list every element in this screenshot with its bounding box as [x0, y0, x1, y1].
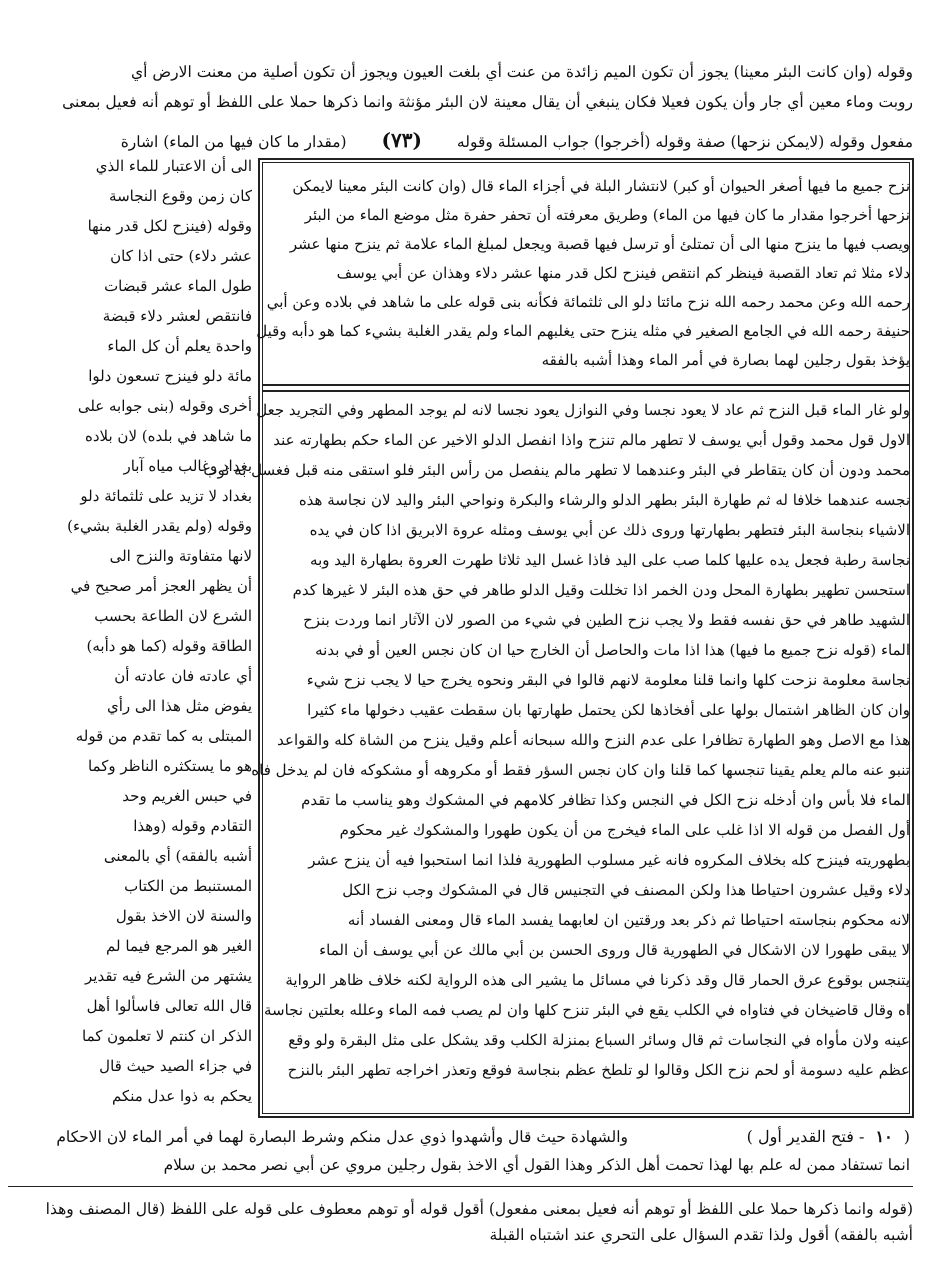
main-line: الشهيد طاهر في حق نفسه فقط ولا يجب نزح الطين في شيء من الصور لان الآثار انما وردت بنزح: [303, 611, 910, 629]
margin-line: مائة دلو فينزح تسعون دلوا: [88, 367, 252, 385]
margin-line: أي عادته فان عادته أن: [114, 667, 252, 685]
bottom-note-1: (قوله وانما ذكرها حملا على اللفظ أو توهم أنه فعيل بمعنى مفعول) أقول قوله أو توهم معطوف على قوله على اللفظ (قال المصنف وهذا: [45, 1200, 913, 1218]
margin-line: وقوله (ولم يقدر الغلبة بشيء): [67, 517, 252, 535]
margin-line: الى أن الاعتبار للماء الذي: [95, 157, 252, 175]
main-line: نجسه عندهما خلافا له ثم طهارة البئر بطهر الدلو والرشاء والبكرة ونواحي البئر واليد لان نجاسة هذه: [298, 491, 910, 509]
bottom-note-2: أشبه بالفقه) أقول ولذا تقدم السؤال على التحري عند اشتباه القبلة: [489, 1226, 913, 1244]
box-line: دلاء مثلا ثم تعاد القصبة فينظر كم انتقص فينزح لكل قدر منها عشر دلاء وهذان عن أبي يوسف: [336, 264, 910, 282]
main-line: نجاسة رطبة فجعل يده عليها كلما صب على اليد فاذا غسل اليد ثلاثا طهرت العروة بطهارة اليد وبه: [310, 551, 910, 569]
margin-line: الطاقة وقوله (كما هو دأبه): [86, 637, 252, 655]
main-line: تنبو عنه مالم يعلم يقينا تنجسها كما قلنا وان كان نجس السؤر فقط أو مكروهه أو مشكوكه فان لم يدخل فاه: [251, 761, 910, 779]
margin-line: قال الله تعالى فاسألوا أهل: [86, 997, 252, 1015]
margin-line: الغير هو المرجع فيما لم: [106, 937, 252, 955]
footer-line-1: والشهادة حيث قال وأشهدوا ذوي عدل منكم وشرط البصارة لهما في أمر الماء لان الاحكام: [56, 1128, 628, 1146]
box-line: يؤخذ بقول رجلين لهما بصارة في أمر الماء وهذا أشبه بالفقه: [541, 351, 910, 369]
box-line: حنيفة رحمه الله في الجامع الصغير في مثله ينزح حتى يغلبهم الماء ولم يقدر الغلبة بشيء كما هو دأبه وقيل: [256, 322, 910, 340]
margin-line: يحكم به ذوا عدل منكم: [111, 1087, 252, 1105]
margin-line: يفوض مثل هذا الى رأي: [107, 697, 252, 715]
footer-line-2: انما تستفاد ممن له علم بها لهذا تحمت أهل الذكر وهذا القول أي الاخذ بقول رجلين مروي عن أبي نصر محمد بن سلام: [163, 1156, 910, 1174]
box-line: ويصب فيها ما ينزح منها الى أن تمتلئ أو ترسل فيها قصبة ويجعل لمبلغ الماء علامة ثم ينزح منها عشر: [289, 235, 910, 253]
marker-close: ): [746, 1127, 753, 1146]
header-line: [120, 127, 913, 153]
margin-line: التقادم وقوله (وهذا: [133, 817, 252, 835]
margin-line: عشر دلاء) حتى اذا كان: [110, 247, 252, 265]
margin-line: لانها متفاوتة والنزح الى: [109, 547, 252, 565]
main-line: عينه ولان مأواه في النجاسات ثم قال وسائر السباع بمنزلة الكلب وقد يشكل على مثل البقرة ولو وقع: [288, 1031, 910, 1049]
main-line: لانه محكوم بنجاسته احتياطا ثم ذكر بعد ورقتين ان لعابهما يفسد الماء قال ومعنى الفساد أنه: [347, 911, 910, 929]
main-line: الاشياء بنجاسة البئر فتطهر بطهارتها وروى ذلك عن أبي يوسف ومثله عروة الابريق اذا كان في يده: [309, 521, 910, 539]
main-line: الماء (قوله نزح جميع ما فيها) هذا اذا مات والحاصل أن الخارج حيا ان كان نجس العين أو في بدنه: [315, 641, 910, 659]
margin-line: والسنة لان الاخذ بقول: [115, 907, 252, 925]
main-line: لا يبقى طهورا لان الاشكال في الطهورية قال وروى الحسن بن أبي مالك عن أبي يوسف أن الماء: [319, 941, 910, 959]
margin-line: كان زمن وقوع النجاسة: [109, 187, 252, 205]
margin-line: هو ما يستكثره الناظر وكما: [87, 757, 252, 775]
box-line: رحمه الله وعن محمد رحمه الله نزح مائتا دلو الى ثلثمائة فكأنه بنى قوله على ما شاهد في بلاده وعن أبي: [266, 293, 910, 311]
marker-open: (: [903, 1127, 910, 1146]
main-line: هذا مع الاصل وهو الطهارة تظافرا على عدم النزح والله سبحانه أعلم وقيل ينزح من الشاة كله والقواعد: [277, 731, 910, 749]
box-line: نزحها أخرجوا مقدار ما كان فيها من الماء) وطريق معرفته أن تحفر حفرة مثل موضع الماء من البئر: [304, 206, 910, 224]
section-divider-2: [262, 390, 910, 392]
page-number: (٧٣): [381, 128, 422, 152]
main-line: وان كان الظاهر اشتمال بولها على أفخاذها لكن يحتمل طهارتها بان سقطت عقيب دخولها ماء كثيرا: [307, 701, 910, 719]
margin-line: أخرى وقوله (بنى جوابه على: [77, 397, 252, 415]
main-line: أول الفصل من قوله الا اذا غلب على الماء فيخرج من أن يكون طهورا والمشكوك غير محكوم: [339, 821, 910, 839]
footnote-rule: [8, 1186, 913, 1187]
box-line: نزح جميع ما فيها أصغر الحيوان أو كبر) لانتشار البلة في أجزاء الماء قال (وان كانت البئر معينا لايمكن: [292, 177, 910, 195]
margin-line: يشتهر من الشرع فيه تقدير: [85, 967, 252, 985]
main-line: اه وقال قاضيخان في فتاواه في الكلب يقع في البئر تنزح كلها وان لم يصب فمه الماء وعلله بعلتين نجاسة: [264, 1001, 910, 1019]
main-line: الاول قول محمد وقول أبي يوسف لا تطهر مالم تنزح واذا انفصل الدلو الاخير عن الماء حكم بطهارته عند: [273, 431, 910, 449]
main-line: استحسن تطهير بطهارة المحل ودن الخمر اذا تخللت وقيل الدلو طاهر في حق هذه البئر لا غيرها كدم: [292, 581, 910, 599]
margin-line: فانتقص لعشر دلاء قبضة: [102, 307, 252, 325]
margin-line: في حبس الغريم وحد: [122, 787, 252, 805]
margin-line: أشبه بالفقه) أي بالمعنى: [103, 847, 252, 865]
margin-line: أن يظهر العجز أمر صحيح في: [70, 577, 252, 595]
marker-title: - فتح القدير أول: [758, 1127, 865, 1146]
main-line: ولو غار الماء قبل النزح ثم عاد لا يعود نجسا وفي النوازل يعود نجسا لانه لم يوجد المطهر وفي التجريد جعل: [256, 401, 910, 419]
margin-line: بغداد وغالب مياه آبار: [123, 457, 252, 475]
margin-line: وقوله (فينزح لكل قدر منها: [87, 217, 252, 235]
main-line: يتنجس بوقوع عرق الحمار قال وقد ذكرنا في مسائل ما يشير الى هذه الرواية لكنه خلاف ظاهر الرواية: [285, 971, 910, 989]
margin-line: المبتلى به كما تقدم من قوله: [75, 727, 252, 745]
main-line: بطهوريته فينزح كله بخلاف المكروه فانه غير مسلوب الطهورية فلذا انما استحبوا فيه أن ينزح عشر: [308, 851, 910, 869]
margin-line: بغداد لا تزيد على ثلثمائة دلو: [80, 487, 252, 505]
top-line-2: روبت وماء معين أي جار وأن يكون فعيلا فكان ينبغي أن يقال معينة لان البئر مؤنثة وانما ذكرها حملا على اللفظ أو توهم أنه فعيل بمعنى: [62, 93, 913, 111]
margin-line: طول الماء عشر قبضات: [104, 277, 252, 295]
header-text-before: مفعول وقوله (لايمكن نزحها) صفة وقوله (أخرجوا) جواب المسئلة وقوله: [456, 133, 913, 151]
main-line: محمد ودون أن كان يتقاطر في البئر وعندهما لا تطهر مالم ينفصل من رأس البئر فلو استقى منه قبل فغسل به ثوب: [203, 461, 910, 479]
main-line: دلاء وقيل عشرون احتياطا هذا ولكن المصنف في التجنيس قال في المشكوك وجب نزح الكل: [342, 881, 910, 899]
main-line: عظم عليه دسومة أو لحم نزح الكل وقالوا لو تلطخ عظم بنجاسة فوقع وتعذر اخراجه تطهر البئر بالنزح: [287, 1061, 910, 1079]
header-text-after: (مقدار ما كان فيها من الماء) اشارة: [120, 133, 347, 151]
margin-line: المستنبط من الكتاب: [124, 877, 252, 895]
margin-line: واحدة يعلم أن كل الماء: [107, 337, 252, 355]
margin-line: الذكر ان كنتم لا تعلمون كما: [82, 1027, 252, 1045]
marker-number: ١٠: [875, 1127, 893, 1146]
main-line: الماء فلا بأس وان أدخله نزح الكل في النجس وكذا تظافر كلامهم في المشكوك وهو يناسب ما تقدم: [301, 791, 910, 809]
main-line: نجاسة معلومة نزحت كلها وانما قلنا معلومة لانهم قالوا في البقر ونحوه يخرج حيا لا يجب نزح شيء: [306, 671, 910, 689]
margin-line: الشرع لان الطاعة بحسب: [94, 607, 252, 625]
signature-marker: [640, 1124, 910, 1150]
margin-line: في جزاء الصيد حيث قال: [99, 1057, 252, 1075]
margin-line: ما شاهد في بلده) لان بلاده: [85, 427, 252, 445]
section-divider: [262, 384, 910, 386]
top-line-1: وقوله (وان كانت البئر معينا) يجوز أن تكون الميم زائدة من عنت أي بلغت العيون ويجوز أن تكون أصلية من معنت الارض أي: [131, 63, 913, 81]
